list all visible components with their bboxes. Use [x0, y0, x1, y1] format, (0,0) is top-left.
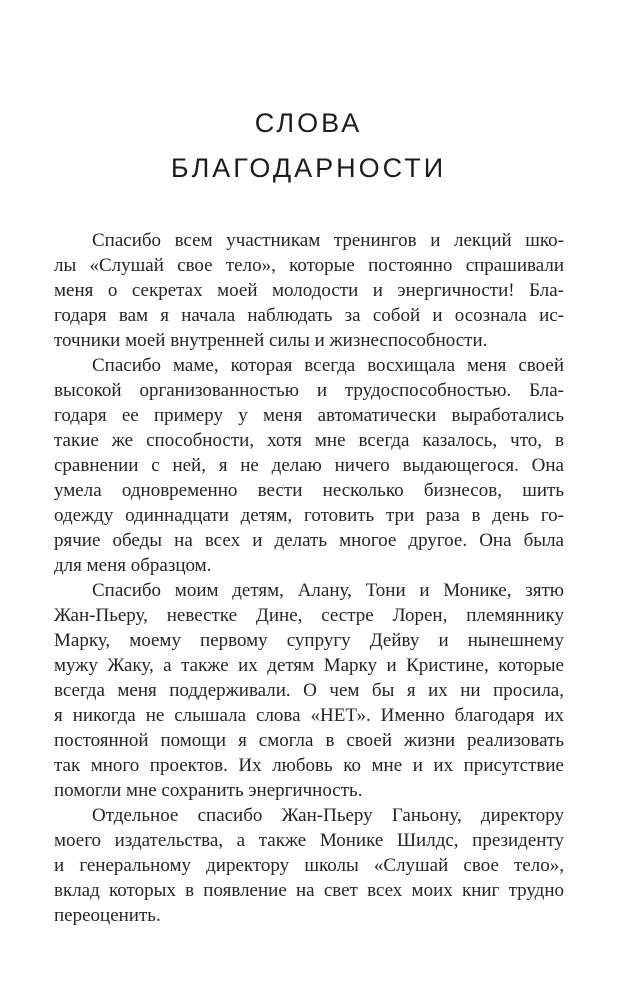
text-line: моего издательства, а также Монике Шилдс, президенту: [54, 830, 564, 851]
text-line: сравнении с ней, я не делаю ничего выдающегося. Она: [54, 455, 564, 476]
text-line: рячие обеды на всех и делать многое другое. Она была: [54, 530, 564, 551]
text-line: Марку, моему первому супругу Дейву и нынешнему: [54, 630, 564, 651]
text-line: я никогда не слышала слова «НЕТ». Именно благодаря их: [54, 705, 564, 726]
text-line: Отдельное спасибо Жан-Пьеру Ганьону, директору: [92, 805, 564, 826]
text-line: точники моей внутренней силы и жизнеспособности.: [54, 330, 488, 351]
text-line: Спасибо маме, которая всегда восхищала меня своей: [92, 355, 564, 376]
text-line: мужу Жаку, а также их детям Марку и Кристине, которые: [54, 655, 564, 676]
text-line: для меня образцом.: [54, 555, 212, 576]
body-text: [54, 228, 564, 928]
text-line: такие же способности, хотя мне всегда казалось, что, в: [54, 430, 564, 451]
chapter-title-line-2: БЛАГОДАРНОСТИ: [170, 153, 447, 183]
chapter-title-line-1: СЛОВА: [254, 108, 363, 138]
text-line: Жан-Пьеру, невестке Дине, сестре Лорен, племяннику: [54, 605, 564, 626]
text-line: умела одновременно вести несколько бизнесов, шить: [54, 480, 564, 501]
paragraph: [54, 803, 564, 928]
text-line: годаря вам я начала наблюдать за собой и осознала ис-: [54, 305, 564, 326]
text-line: годаря ее примеру у меня автоматически выработались: [54, 405, 564, 426]
text-line: постоянной помощи я смогла в своей жизни реализовать: [54, 730, 564, 751]
text-line: вклад которых в появление на свет всех моих книг трудно: [54, 880, 564, 901]
text-line: Спасибо моим детям, Алану, Тони и Монике, зятю: [92, 580, 564, 601]
paragraph: [54, 578, 564, 803]
paragraph: [54, 228, 564, 353]
text-line: всегда меня поддерживали. О чем бы я их ни просила,: [54, 680, 564, 701]
paragraph: [54, 353, 564, 578]
text-line: лы «Слушай свое тело», которые постоянно спрашивали: [54, 255, 564, 276]
text-line: так много проектов. Их любовь ко мне и их присутствие: [54, 755, 564, 776]
text-line: помогли мне сохранить энергичность.: [54, 780, 363, 801]
text-line: Спасибо всем участникам тренингов и лекций шко-: [92, 230, 564, 251]
chapter-title: [0, 101, 617, 191]
text-line: одежду одиннадцати детям, готовить три раза в день го-: [54, 505, 564, 526]
text-line: высокой организованностью и трудоспособностью. Бла-: [54, 380, 564, 401]
text-line: меня о секретах моей молодости и энергичности! Бла-: [54, 280, 564, 301]
text-line: и генеральному директору школы «Слушай свое тело»,: [54, 855, 564, 876]
text-line: переоценить.: [54, 905, 161, 926]
